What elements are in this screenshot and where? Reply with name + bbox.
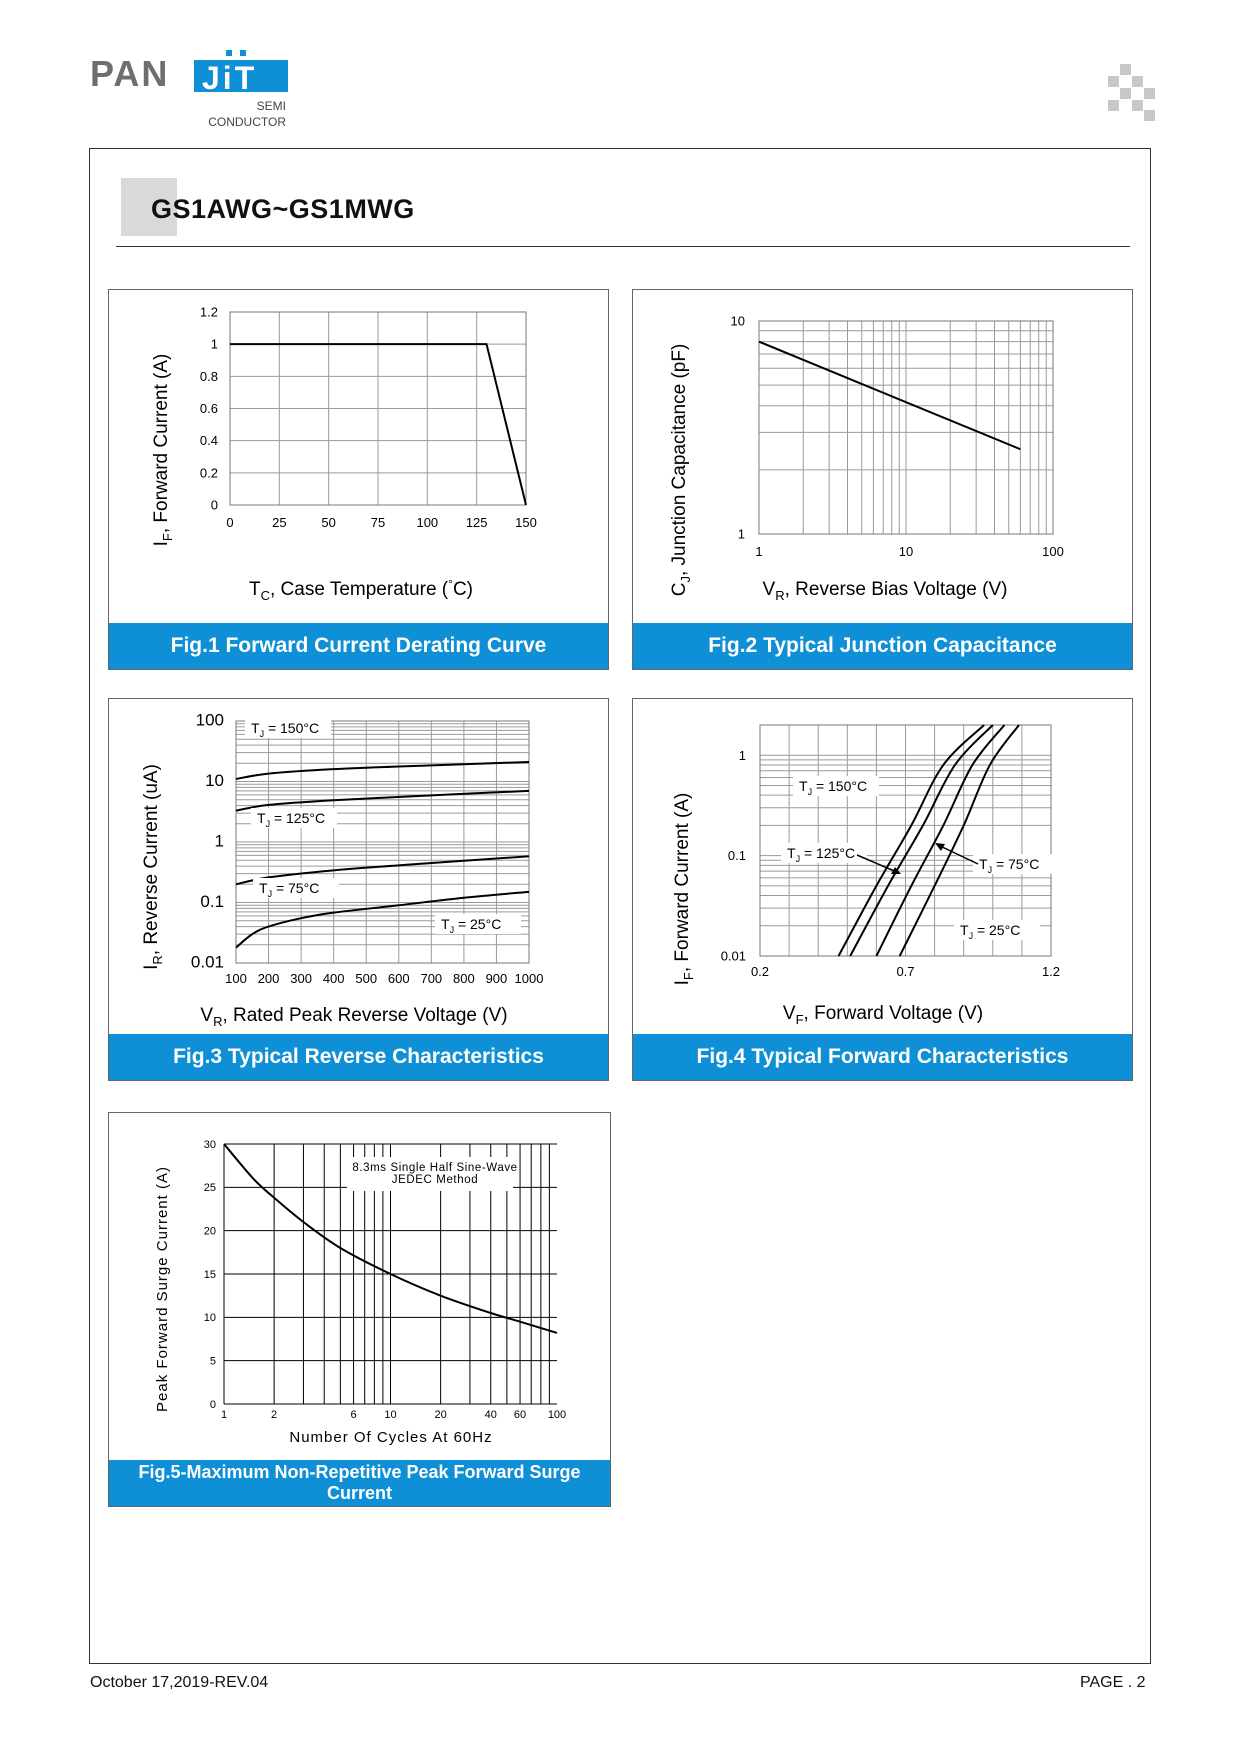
x-tick-label: 40 [484,1409,497,1421]
x-tick-label: 300 [290,971,312,986]
panjit-logo [90,48,300,138]
y-tick-label: 1 [214,831,224,851]
x-tick-label: 700 [420,971,443,986]
y-tick-label: 30 [203,1138,216,1151]
figure-2-caption: Fig.2 Typical Junction Capacitance [633,623,1132,669]
figure-4-chart [633,699,1132,1034]
logo-dot [226,50,232,56]
x-tick-label: 1 [220,1409,228,1421]
logo-jit-text: JiT [202,60,258,96]
x-tick-label: 100 [1042,544,1064,559]
figure-5-panel [108,1112,611,1507]
figure-1-chart [109,290,608,623]
figure-2-chart [633,290,1132,623]
x-tick-label: 800 [453,971,475,986]
note-line-2: JEDEC Method [391,1174,479,1186]
x-tick-label: 2 [271,1409,278,1421]
figure-3-panel [108,698,609,1081]
series-label: $T_J = 25^\circ C$ [441,916,502,935]
x-tick-label: 900 [485,971,508,986]
y-tick-label: 1.2 [199,304,218,320]
y-tick-label: 0.6 [199,401,218,417]
series-line [236,791,529,811]
y-axis-label: Peak Forward Surge Current (A) [154,1166,171,1412]
y-tick-label: 20 [203,1225,216,1238]
figure-4-caption: Fig.4 Typical Forward Characteristics [633,1034,1132,1080]
x-axis-label: $V_F$, Forward Voltage (V) [782,1003,984,1027]
x-tick-label: 1 [755,544,763,559]
y-tick-label: 10 [730,313,745,329]
series-label: $T_J = 150^\circ C$ [251,720,320,739]
y-tick-label: 5 [209,1355,216,1368]
series-label: $T_J = 125^\circ C$ [787,845,856,864]
series-label: $T_J = 75^\circ C$ [259,880,320,899]
series-label: $T_J = 125^\circ C$ [257,810,326,829]
y-tick-label: 100 [195,710,224,730]
x-tick-label: 0.2 [750,964,770,979]
logo-semi-text: SEMI [256,99,286,113]
x-tick-label: 20 [434,1409,447,1421]
y-axis-label: $C_J$, Junction Capacitance (pF) [669,343,693,597]
x-tick-label: 200 [257,971,280,986]
part-title: GS1AWG~GS1MWG [151,194,415,224]
figure-3-caption: Fig.3 Typical Reverse Characteristics [109,1034,608,1080]
series-label: $T_J = 25^\circ C$ [960,922,1021,941]
y-tick-label: 1 [210,336,218,352]
x-axis-label: Number Of Cycles At 60Hz [289,1429,493,1446]
y-tick-label: 0.1 [727,848,746,864]
x-tick-label: 50 [321,515,336,530]
y-tick-label: 0.01 [720,948,746,964]
y-tick-label: 0.2 [199,465,218,481]
y-tick-label: 0.01 [190,952,224,972]
x-axis-label: $V_R$, Reverse Bias Voltage (V) [762,579,1008,603]
x-tick-label: 1000 [514,971,544,986]
figure-1-caption: Fig.1 Forward Current Derating Curve [109,623,608,669]
x-tick-label: 500 [355,971,378,986]
x-tick-label: 100 [225,971,247,986]
y-tick-label: 0 [209,1398,216,1411]
x-tick-label: 10 [384,1409,397,1421]
figure-5-chart [109,1113,610,1458]
y-tick-label: 0.8 [199,368,218,384]
x-axis-label: $T_C$, Case Temperature (°C) [249,577,473,603]
figure-1-panel [108,289,609,670]
footer-date-revision: October 17,2019-REV.04 [90,1674,269,1691]
x-tick-label: 100 [547,1409,567,1421]
title-divider [116,246,1130,247]
figure-2-panel [632,289,1133,670]
x-tick-label: 25 [272,515,287,530]
x-tick-label: 60 [513,1409,527,1421]
y-tick-label: 1 [738,747,746,763]
y-tick-label: 10 [203,1312,216,1325]
y-tick-label: 0.1 [200,892,224,912]
y-tick-label: 25 [203,1182,216,1195]
y-axis-label: $I_F$, Forward Current (A) [151,353,175,547]
x-tick-label: 150 [515,515,537,530]
x-tick-label: 400 [322,971,345,986]
note-line-1: 8.3ms Single Half Sine-Wave [352,1162,518,1174]
figure-4-panel [632,698,1133,1081]
y-tick-label: 0 [210,497,218,513]
y-axis-label: $I_F$, Forward Current (A) [672,792,696,986]
y-axis-label: $I_R$, Reverse Current (uA) [141,764,165,970]
logo-conductor-text: CONDUCTOR [208,115,286,129]
x-tick-label: 0.7 [896,964,915,979]
footer-page-number: PAGE . 2 [1080,1674,1146,1691]
corner-squares-logo [1098,62,1158,122]
x-tick-label: 6 [350,1409,357,1421]
logo-pan-text: PAN [90,53,170,94]
x-tick-label: 125 [465,515,488,530]
x-tick-label: 10 [898,544,914,559]
logo-dot [240,50,246,56]
series-label: $T_J = 75^\circ C$ [979,856,1040,875]
x-tick-label: 0 [226,515,234,530]
x-tick-label: 1.2 [1041,964,1061,979]
series-label: $T_J = 150^\circ C$ [799,778,868,797]
x-axis-label: $V_R$, Rated Peak Reverse Voltage (V) [200,1005,508,1029]
y-tick-label: 10 [205,771,224,791]
figure-3-chart [109,699,608,1034]
y-tick-label: 1 [737,526,745,542]
series-line [759,342,1020,450]
y-tick-label: 0.4 [199,433,218,449]
x-tick-label: 75 [370,515,386,530]
y-tick-label: 15 [203,1268,216,1281]
label-arrow [938,845,978,864]
x-tick-label: 600 [387,971,410,986]
x-tick-label: 100 [416,515,439,530]
figure-5-caption: Fig.5-Maximum Non-Repetitive Peak Forward Surge Current [109,1460,610,1506]
series-line [236,762,529,779]
